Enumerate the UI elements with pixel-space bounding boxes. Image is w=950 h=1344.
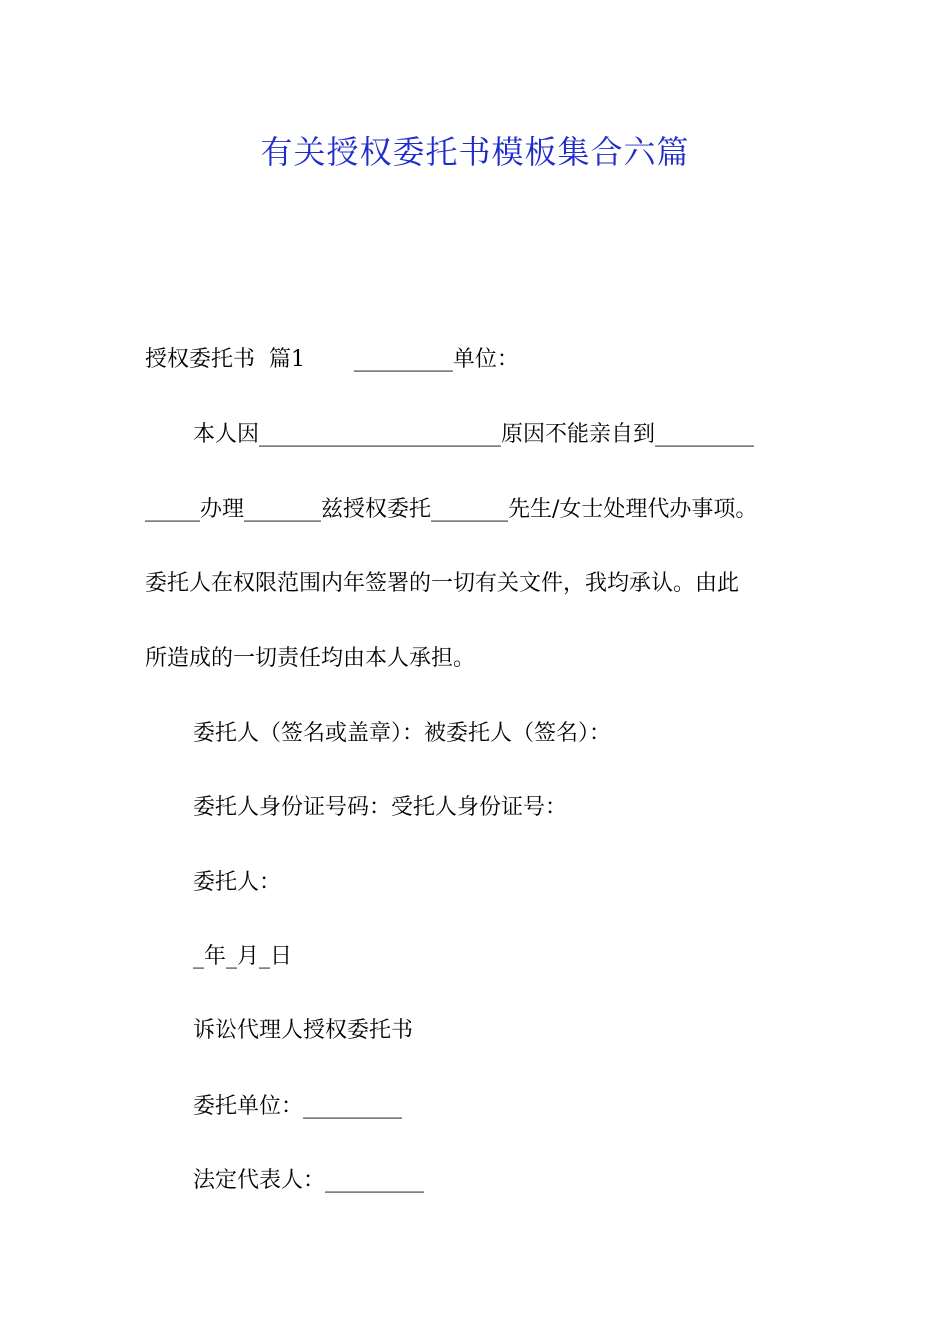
document-title: 有关授权委托书模板集合六篇 [260,133,690,171]
legal-representative-line: 法定代表人：_________ [193,1168,425,1193]
section-heading-line: 授权委托书 篇1 _________单位： [145,347,519,372]
subheading-line: 诉讼代理人授权委托书 [193,1018,414,1043]
date-line: _年_月_日 [193,944,293,969]
entrusting-unit-line: 委托单位：_________ [193,1094,403,1119]
id-number-line: 委托人身份证号码：受托人身份证号： [193,795,568,820]
signature-line: 委托人（签名或盖章）：被委托人（签名）： [193,721,612,746]
paragraph-line: 委托人在权限范围内年签署的一切有关文件，我均承认。由此 [145,571,740,596]
principal-line: 委托人： [193,870,282,895]
paragraph-line: _____办理_______兹授权委托_______先生/女士处理代办事项。 [145,497,758,522]
paragraph-line: 所造成的一切责任均由本人承担。 [145,646,476,671]
paragraph-line: 本人因______________________原因不能亲自到_________ [193,422,755,447]
